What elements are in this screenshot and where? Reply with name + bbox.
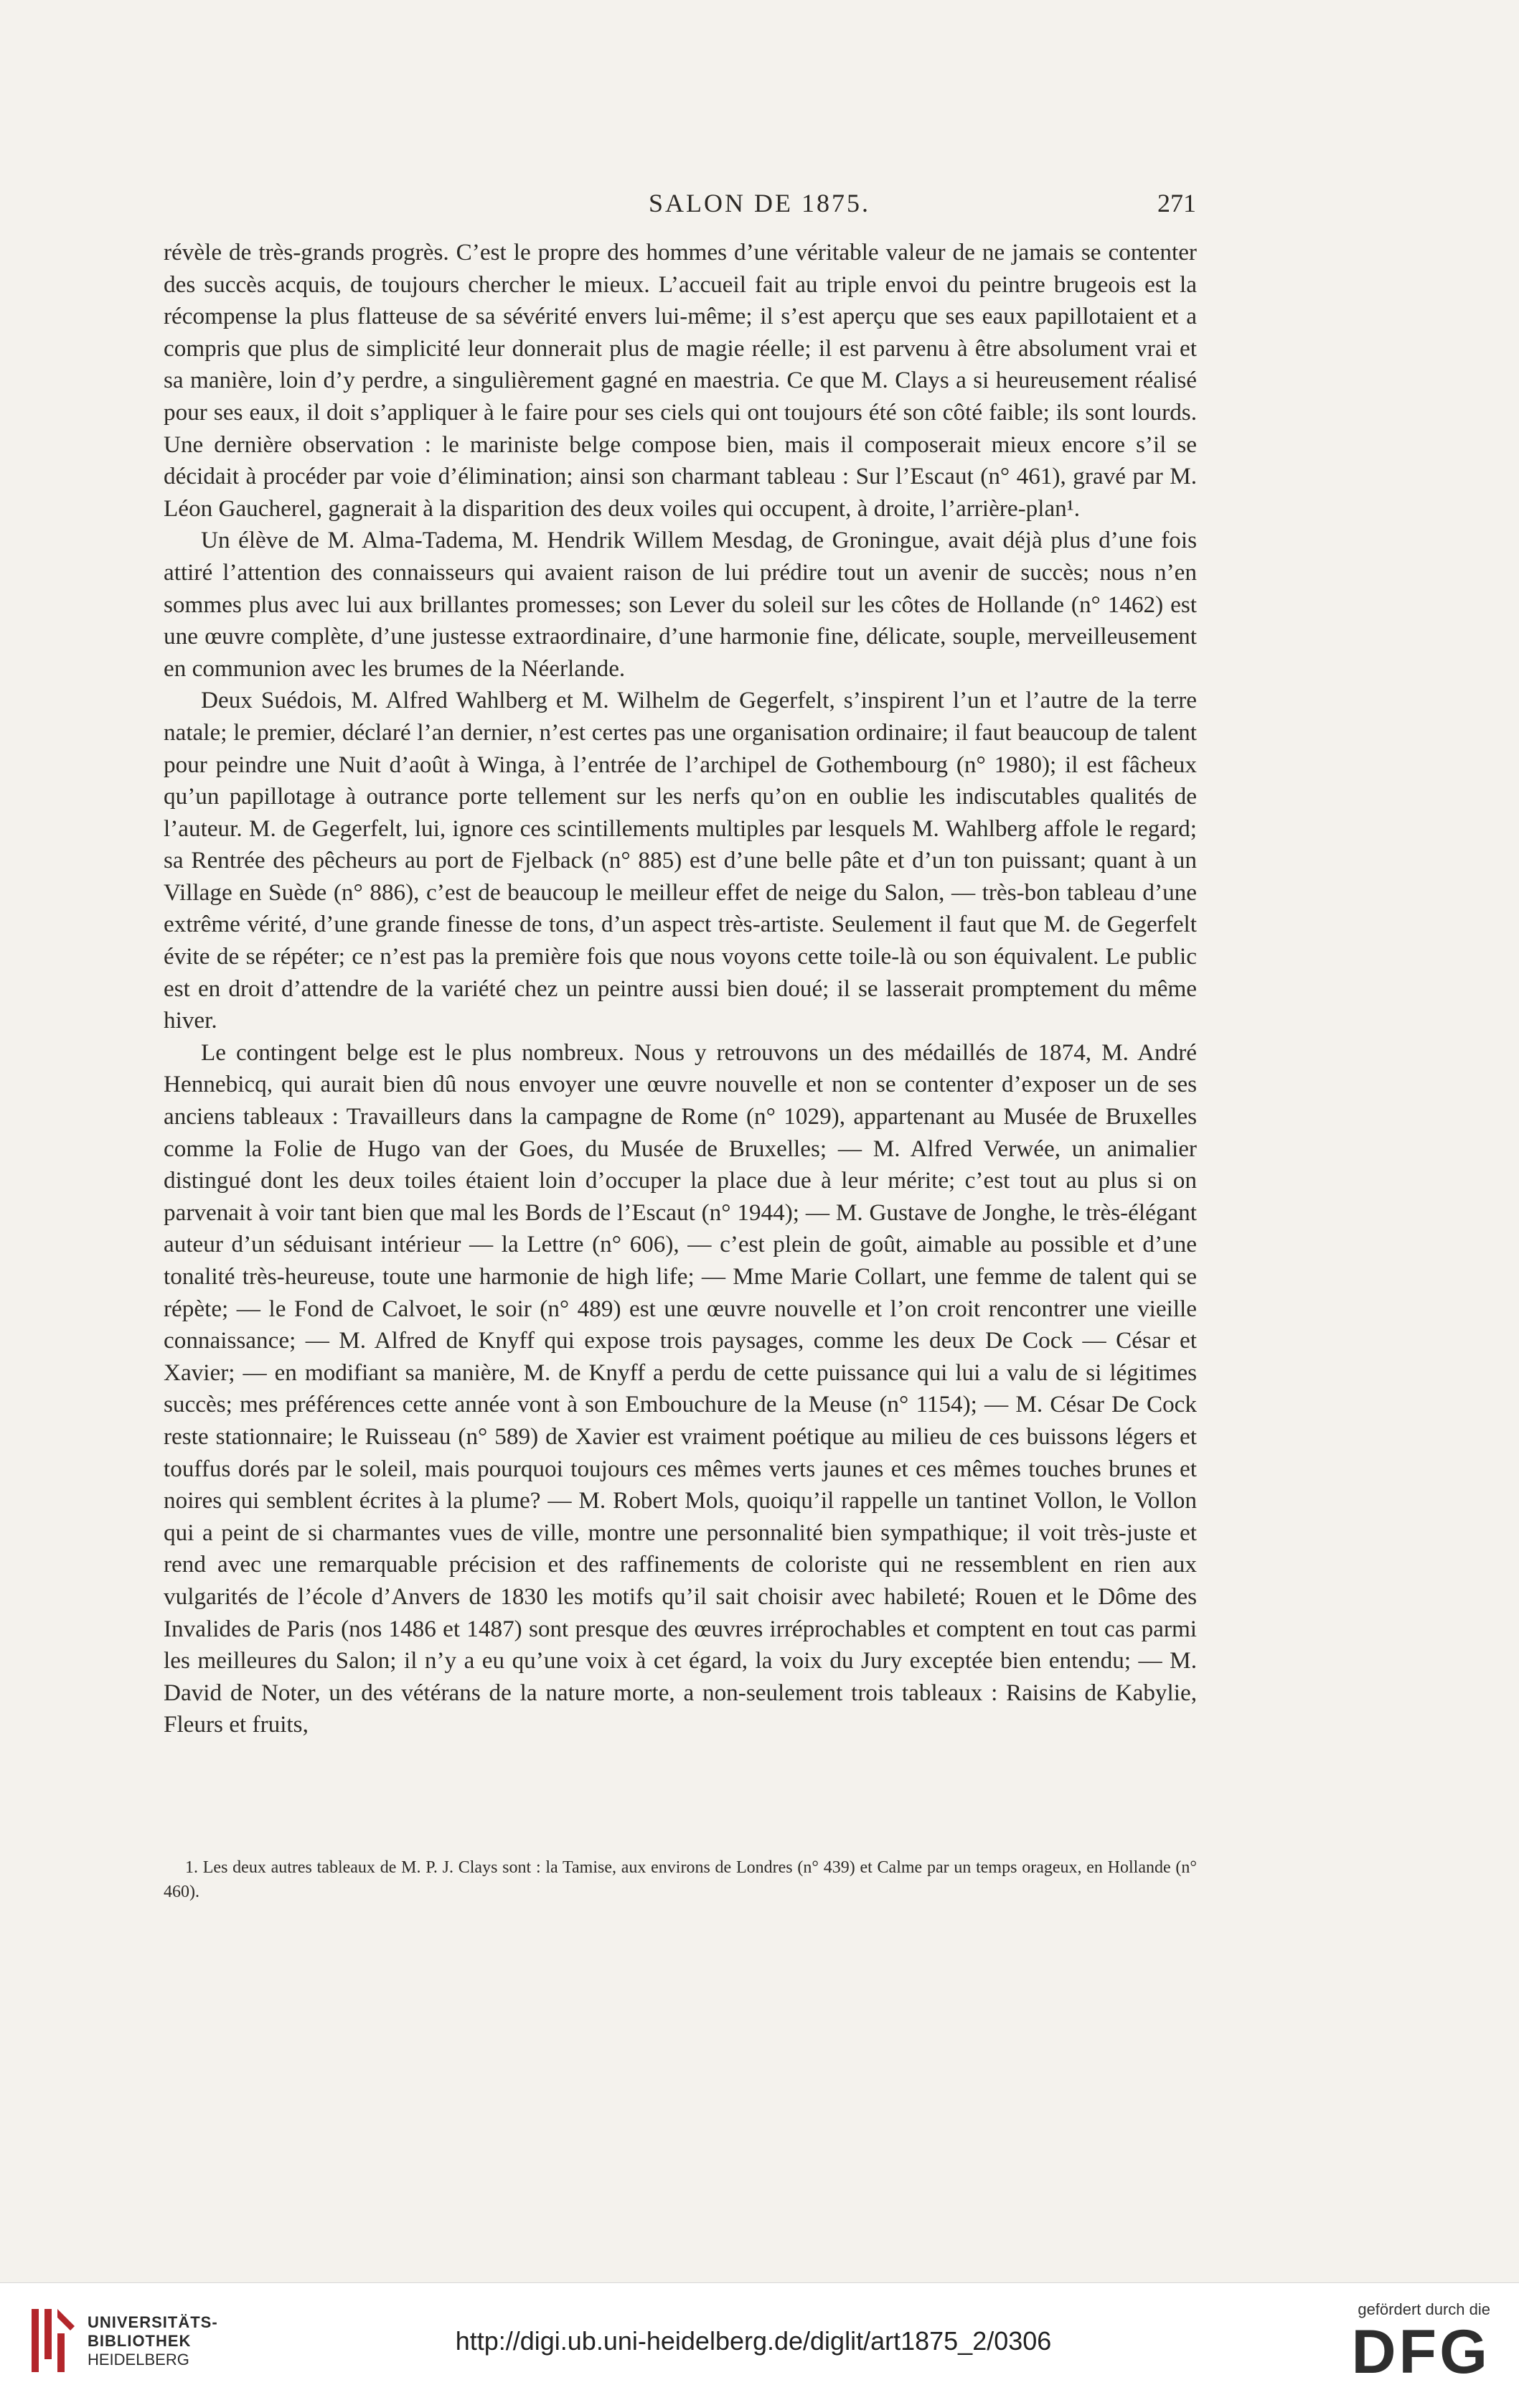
funder-credit: [1351, 2300, 1490, 2385]
paragraph-3: Deux Suédois, M. Alfred Wahlberg et M. Wilhelm de Gegerfelt, s’inspirent l’un et l’autre de la terre natale; le premier, déclaré l’an dernier, n’est certes pas une organisation ordinaire; il faut beaucoup de talent pour peindre une Nuit d’août à Winga, à l’entrée de l’archipel de Gothembourg (n° 1980); il est fâcheux qu’un papillotage à outrance porte tellement sur les nerfs qu’on en oublie les indiscutables qualités de l’auteur. M. de Gegerfelt, lui, ignore ces scintillements multiples par lesquels M. Wahlberg affole le regard; sa Rentrée des pêcheurs au port de Fjelback (n° 885) est d’une belle pâte et d’un ton puissant; quant à un Village en Suède (n° 886), c’est de beaucoup le meilleur effet de neige du Salon, — très-bon tableau d’une extrême vérité, d’une grande finesse de tons, d’un aspect très-artiste. Seulement il faut que M. de Gegerfelt évite de se répéter; ce n’est pas la première fois que nous voyons cette toile-là ou son équivalent. Le public est en droit d’attendre de la variété chez un peintre aussi bien doué; il se lasserait promptement du même hiver.: [164, 687, 1197, 1034]
library-name-line-1: UNIVERSITÄTS-: [88, 2313, 218, 2331]
page-number: 271: [1157, 189, 1196, 217]
dfg-logo: DFG: [1351, 2318, 1490, 2386]
funder-label: gefördert durch die: [1358, 2300, 1490, 2318]
running-header: [0, 188, 1519, 231]
footnote: 1. Les deux autres tableaux de M. P. J. Clays sont : la Tamise, aux environs de Londres (n° 439) et Calme par un temps orageux, en Hollande (n° 460).: [164, 1858, 1197, 1901]
paragraph-1: révèle de très-grands progrès. C’est le propre des hommes d’une véritable valeur de ne jamais se contenter des succès acquis, de toujours chercher le mieux. L’accueil fait au triple envoi du peintre brugeois est la récompense la plus flatteuse de sa sévérité envers lui-même; il s’est aperçu que ses eaux papillotaient et a compris que plus de simplicité leur donnerait plus de magie réelle; il est parvenu à être absolument vrai et sa manière, loin d’y perdre, a singulièrement gagné en maestria. Ce que M. Clays a si heureusement réalisé pour ses eaux, il doit s’appliquer à le faire pour ses ciels qui ont toujours été son côté faible; ils sont lourds. Une dernière observation : le mariniste belge compose bien, mais il composerait mieux encore s’il se décidait à procéder par voie d’élimination; ainsi son charmant tableau : Sur l’Escaut (n° 461), gravé par M. Léon Gaucherel, gagnerait à la disparition des deux voiles qui occupent, à droite, l’arrière-plan¹.: [164, 239, 1197, 522]
library-logo-icon: [29, 2305, 79, 2376]
paragraph-2: Un élève de M. Alma-Tadema, M. Hendrik Willem Mesdag, de Groningue, avait déjà plus d’une fois attiré l’attention des connaisseurs qui avaient raison de lui prédire tout un avenir de succès; nous n’en sommes plus avec lui aux brillantes promesses; son Lever du soleil sur les côtes de Hollande (n° 1462) est une œuvre complète, d’une justesse extraordinaire, d’une harmonie fine, délicate, souple, merveilleusement en communion avec les brumes de la Néerlande.: [164, 527, 1197, 682]
permalink-url[interactable]: http://digi.ub.uni-heidelberg.de/diglit/art1875_2/0306: [455, 2326, 1052, 2356]
paragraph-4: Le contingent belge est le plus nombreux. Nous y retrouvons un des médaillés de 1874, M. André Hennebicq, qui aurait bien dû nous envoyer une œuvre nouvelle et non se contenter d’exposer un de ses anciens tableaux : Travailleurs dans la campagne de Rome (n° 1029), appartenant au Musée de Bruxelles comme la Folie de Hugo van der Goes, du Musée de Bruxelles; — M. Alfred Verwée, un animalier distingué dont les deux toiles étaient loin d’occuper la place due à leur mérite; c’est tout au plus si on parvenait à voir tant bien que mal les Bords de l’Escaut (n° 1944); — M. Gustave de Jonghe, le très-élégant auteur d’un séduisant intérieur — la Lettre (n° 606), — c’est plein de goût, aimable au possible et d’une tonalité très-heureuse, toute une harmonie de high life; — Mme Marie Collart, une femme de talent qui se répète; — le Fond de Calvoet, le soir (n° 489) est une œuvre nouvelle et l’on croit rencontrer une vieille connaissance; — M. Alfred de Knyff qui expose trois paysages, comme les deux De Cock — César et Xavier; — en modifiant sa manière, M. de Knyff a perdu de cette puissance qui lui a valu de si légitimes succès; mes préférences cette année vont à son Embouchure de la Meuse (n° 1154); — M. César De Cock reste stationnaire; le Ruisseau (n° 589) de Xavier est vraiment poétique au milieu de ces buissons légers et touffus dorés par le soleil, mais pourquoi toujours ces mêmes verts jaunes et ces mêmes touches brunes et noires qui semblent écrites à la plume? — M. Robert Mols, quoiqu’il rappelle un tantinet Vollon, le Vollon qui a peint de si charmantes vues de ville, montre une personnalité bien sympathique; il voit très-juste et rend avec une remarquable précision et des raffinements de coloriste qui ne ressemblent en rien aux vulgarités de l’école d’Anvers de 1830 les motifs qu’il sait choisir avec habileté; Rouen et le Dôme des Invalides de Paris (nos 1486 et 1487) sont presque des œuvres irréprochables et comptent en tout cas parmi les meilleures du Salon; il n’y a eu qu’une voix à cet égard, la voix du Jury exceptée bien entendu; — M. David de Noter, un des vétérans de la nature morte, a non-seulement trois tableaux : Raisins de Kabylie, Fleurs et fruits,: [164, 1039, 1197, 1738]
viewer-footer: [0, 2282, 1519, 2408]
main-text: [164, 237, 1197, 1741]
library-name-line-3: HEIDELBERG: [88, 2351, 189, 2369]
library-name: [88, 2313, 218, 2369]
library-name-line-2: BIBLIOTHEK: [88, 2332, 192, 2350]
running-title: SALON DE 1875.: [649, 189, 870, 217]
